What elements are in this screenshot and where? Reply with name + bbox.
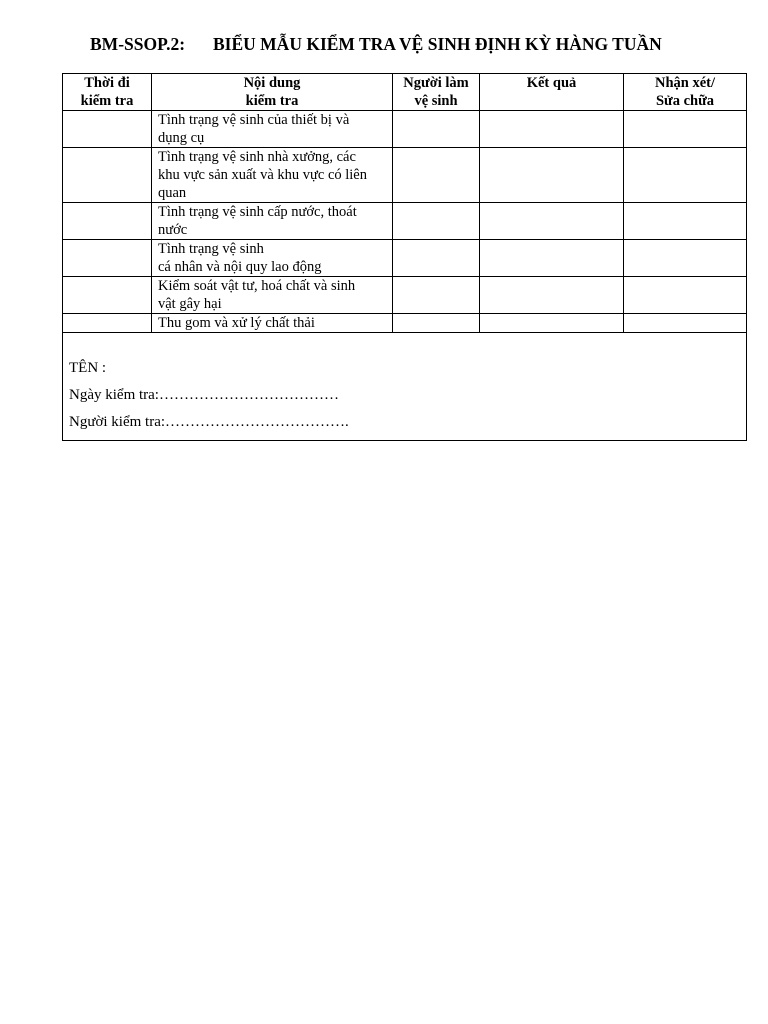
cell-time[interactable] [63, 111, 152, 148]
cell-remarks[interactable] [624, 240, 747, 277]
table-row [63, 277, 747, 314]
cell-result[interactable] [480, 203, 624, 240]
footer-cell [63, 333, 747, 441]
table-row [63, 240, 747, 277]
cell-result[interactable] [480, 240, 624, 277]
cell-time[interactable] [63, 314, 152, 333]
cell-time[interactable] [63, 148, 152, 203]
cell-result[interactable] [480, 314, 624, 333]
header-content: Nội dung kiểm tra [152, 74, 393, 111]
cell-cleaner[interactable] [393, 240, 480, 277]
table-header-row [63, 74, 747, 111]
inspection-table [62, 73, 747, 441]
cell-remarks[interactable] [624, 111, 747, 148]
cell-content: Tình trạng vệ sinh cá nhân và nội quy lao động [152, 240, 393, 277]
cell-remarks[interactable] [624, 203, 747, 240]
cell-result[interactable] [480, 148, 624, 203]
cell-content: Thu gom và xử lý chất thải [152, 314, 393, 333]
table-row [63, 314, 747, 333]
cell-cleaner[interactable] [393, 277, 480, 314]
cell-result[interactable] [480, 277, 624, 314]
footer-row [63, 333, 747, 441]
table-row [63, 203, 747, 240]
cell-cleaner[interactable] [393, 314, 480, 333]
name-field[interactable]: TÊN : [69, 360, 107, 376]
header-cleaner: Người làm vệ sinh [393, 74, 480, 111]
header-result: Kết quả [480, 74, 624, 111]
cell-time[interactable] [63, 277, 152, 314]
document-title [90, 34, 662, 55]
cell-content: Tình trạng vệ sinh nhà xưởng, các khu vực sản xuất và khu vực có liên quan [152, 148, 393, 203]
cell-time[interactable] [63, 203, 152, 240]
cell-cleaner[interactable] [393, 111, 480, 148]
cell-content: Kiểm soát vật tư, hoá chất và sinh vật gây hại [152, 277, 393, 314]
cell-content: Tình trạng vệ sinh của thiết bị và dụng cụ [152, 111, 393, 148]
cell-remarks[interactable] [624, 148, 747, 203]
cell-cleaner[interactable] [393, 203, 480, 240]
header-time: Thời đi kiểm tra [63, 74, 152, 111]
form-title: BIỂU MẪU KIỂM TRA VỆ SINH ĐỊNH KỲ HÀNG TUẦN [213, 34, 662, 54]
cell-content: Tình trạng vệ sinh cấp nước, thoát nước [152, 203, 393, 240]
cell-remarks[interactable] [624, 277, 747, 314]
form-code: BM-SSOP.2: [90, 34, 186, 54]
table-row [63, 148, 747, 203]
table-row [63, 111, 747, 148]
cell-result[interactable] [480, 111, 624, 148]
cell-cleaner[interactable] [393, 148, 480, 203]
cell-remarks[interactable] [624, 314, 747, 333]
header-remarks: Nhận xét/ Sửa chữa [624, 74, 747, 111]
cell-time[interactable] [63, 240, 152, 277]
inspector-field[interactable]: Người kiểm tra:………………………………. [69, 414, 349, 430]
inspection-date-field[interactable]: Ngày kiểm tra:……………………………… [69, 387, 339, 403]
